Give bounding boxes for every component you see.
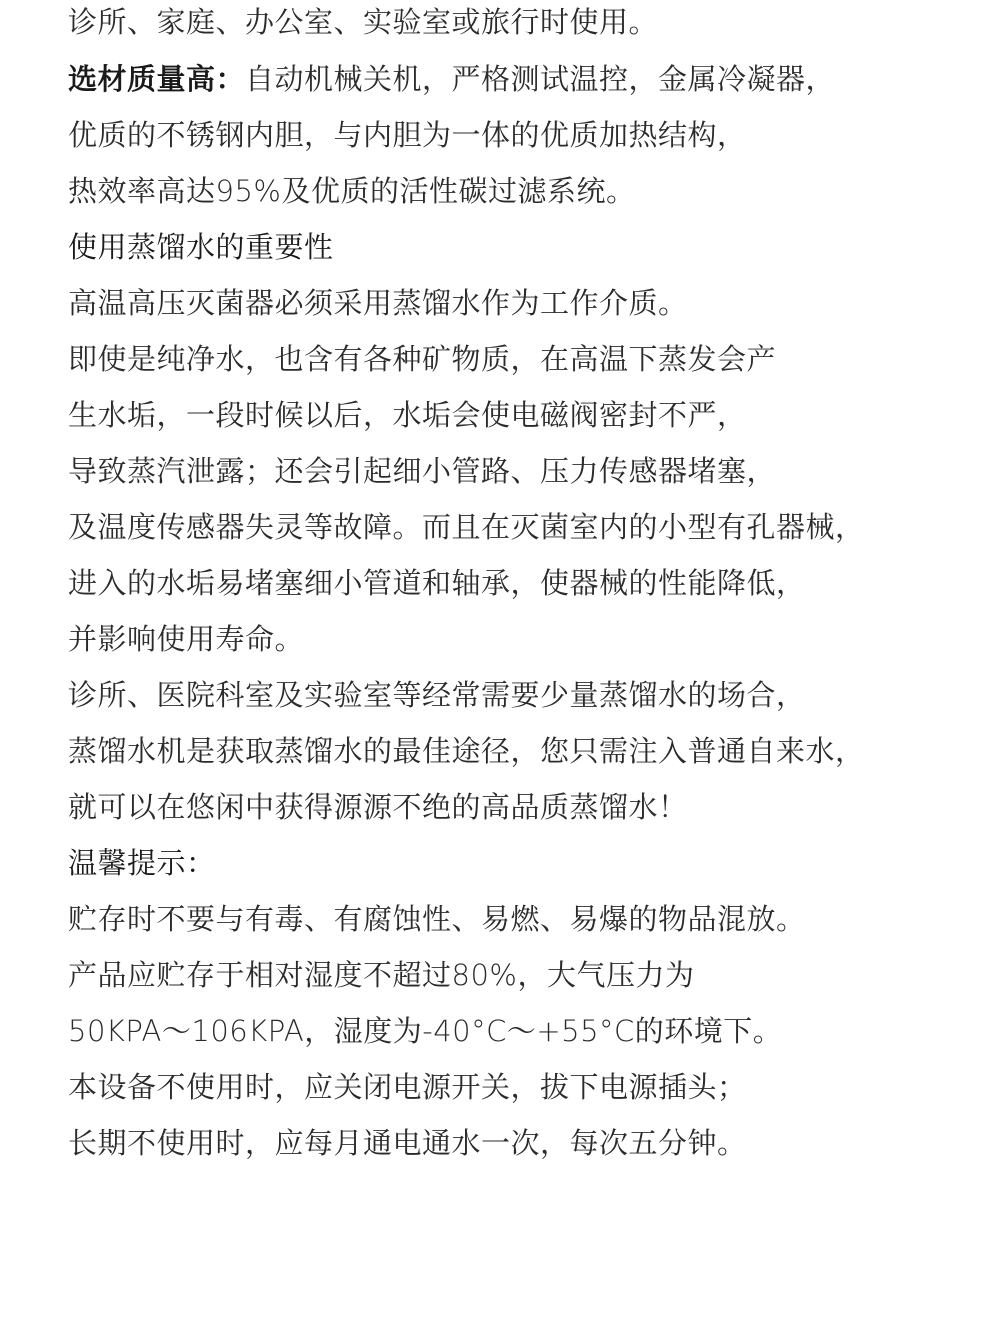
distilled-line: 导致蒸汽泄露；还会引起细小管路、压力传感器堵塞， (68, 454, 777, 488)
materials-label: 选材质量高： (68, 62, 246, 96)
distilled-line: 及温度传感器失灵等故障。而且在灭菌室内的小型有孔器械， (68, 510, 865, 544)
tips-line: 产品应贮存于相对湿度不超过80%，大气压力为 (68, 958, 695, 992)
distilled-line: 高温高压灭菌器必须采用蒸馏水作为工作介质。 (68, 286, 688, 320)
distilled-line: 即使是纯净水，也含有各种矿物质，在高温下蒸发会产 (68, 342, 777, 376)
materials-line-1 (68, 59, 835, 99)
tips-line: 50KPA～106KPA，湿度为-40°C～+55°C的环境下。 (68, 1014, 783, 1048)
materials-line-3: 热效率高达95%及优质的活性碳过滤系统。 (68, 174, 636, 208)
tips-heading: 温馨提示： (68, 846, 216, 880)
tips-line: 贮存时不要与有毒、有腐蚀性、易燃、易爆的物品混放。 (68, 902, 806, 936)
distilled-water-heading: 使用蒸馏水的重要性 (68, 230, 334, 264)
distilled-line: 就可以在悠闲中获得源源不绝的高品质蒸馏水！ (68, 790, 688, 824)
distilled-line: 进入的水垢易堵塞细小管道和轴承，使器械的性能降低， (68, 566, 806, 600)
intro-line: 诊所、家庭、办公室、实验室或旅行时使用。 (68, 5, 659, 39)
distilled-line: 诊所、医院科室及实验室等经常需要少量蒸馏水的场合， (68, 678, 806, 712)
distilled-line: 生水垢，一段时候以后，水垢会使电磁阀密封不严， (68, 398, 747, 432)
materials-line-2: 优质的不锈钢内胆，与内胆为一体的优质加热结构， (68, 118, 747, 152)
tips-line: 本设备不使用时，应关闭电源开关，拔下电源插头； (68, 1070, 747, 1104)
distilled-line: 并影响使用寿命。 (68, 622, 305, 656)
tips-line: 长期不使用时，应每月通电通水一次，每次五分钟。 (68, 1126, 747, 1160)
distilled-line: 蒸馏水机是获取蒸馏水的最佳途径，您只需注入普通自来水， (68, 734, 865, 768)
materials-line-1-text: 自动机械关机，严格测试温控，金属冷凝器， (245, 62, 836, 96)
